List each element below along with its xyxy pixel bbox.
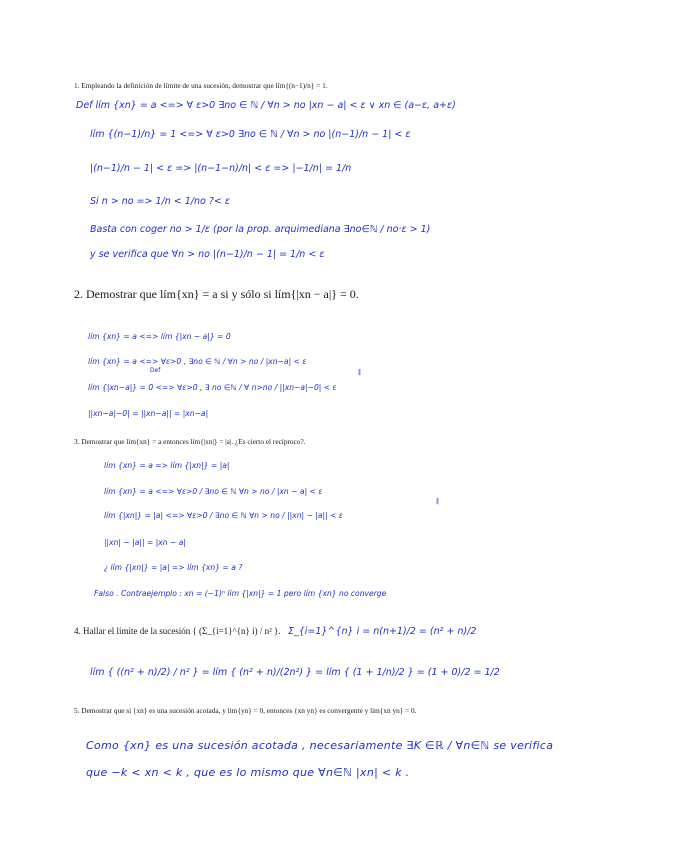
ex2-equal-mark: ‖ <box>358 369 361 376</box>
ex3-handwritten-line-1: lím {xn} = a => lím {|xn|} = |a| <box>104 461 230 470</box>
ex4-limit-computation: lím { ((n² + n)/2) / n² } = lím { (n² + n)/(2n²) } = lím { (1 + 1/n)/2 } = (1 + 0)/2 = 1/2 <box>90 667 500 678</box>
ex5-handwritten-line-1: Como {xn} es una sucesión acotada , necesariamente ∃K ∈ℝ / ∀n∈ℕ se verifica <box>86 739 554 752</box>
ex4-sum-formula: Σ_{i=1}^{n} i = n(n+1)/2 = (n² + n)/2 <box>288 626 477 637</box>
ex1-handwritten-line-4: Si n > no => 1/n < 1/no ?< ε <box>90 196 231 207</box>
ex1-handwritten-line-5: Basta con coger no > 1/ε (por la prop. arquimediana ∃no∈ℕ / no·ε > 1) <box>90 224 431 235</box>
ex1-handwritten-line-6: y se verifica que ∀n > no |(n−1)/n − 1| = 1/n < ε <box>90 249 325 260</box>
ex2-handwritten-line-1: lím {xn} = a <=> lím {|xn − a|} = 0 <box>88 332 231 341</box>
ex3-handwritten-line-4: ||xn| − |a|| = |xn − a| <box>104 538 186 547</box>
ex1-handwritten-line-2: lím {(n−1)/n} = 1 <=> ∀ ε>0 ∃no ∈ ℕ / ∀n > no |(n−1)/n − 1| < ε <box>90 129 411 140</box>
ex2-handwritten-line-4: ||xn−a|−0| = ||xn−a|| = |xn−a| <box>88 409 209 418</box>
exercise-1-statement: 1. Empleando la definición de límite de una sucesión, demostrar que lím{(n−1)/n} = 1. <box>74 81 328 90</box>
ex3-handwritten-line-3: lím {|xn|} = |a| <=> ∀ε>0 / ∃no ∈ ℕ ∀n > no / ||xn| − |a|| < ε <box>104 511 343 520</box>
exercise-3-statement: 3. Demostrar que lím{xn} = a entonces lím{|xn|} = |a|. ¿Es cierto el recíproco?. <box>74 437 306 446</box>
ex3-handwritten-line-6: Falso . Contraejemplo : xn = (−1)ⁿ lím {|xn|} = 1 pero lím {xn} no converge <box>94 589 387 598</box>
ex1-handwritten-line-3: |(n−1)/n − 1| < ε => |(n−1−n)/n| < ε => |−1/n| = 1/n <box>90 163 352 174</box>
ex2-handwritten-line-2: lím {xn} = a <=> ∀ε>0 , ∃no ∈ ℕ / ∀n > no / |xn−a| < ε <box>88 357 307 366</box>
ex2-handwritten-line-3: lím {|xn−a|} = 0 <=> ∀ε>0 , ∃ no ∈ℕ / ∀ n>no / ||xn−a|−0| < ε <box>88 383 337 392</box>
ex3-handwritten-line-5: ¿ lím {|xn|} = |a| => lím {xn} = a ? <box>104 563 243 572</box>
ex1-handwritten-line-1: Def lím {xn} = a <=> ∀ ε>0 ∃no ∈ ℕ / ∀n > no |xn − a| < ε ∨ xn ∈ (a−ε, a+ε) <box>76 100 456 111</box>
ex3-equal-mark: ‖ <box>436 498 439 505</box>
exercise-4-statement: 4. Hallar el límite de la sucesión { (Σ_{i=1}^{n} i) / n² }. <box>74 626 281 636</box>
exercise-5-statement: 5. Demostrar que si {xn} es una sucesión acotada, y lim{yn} = 0, entonces {xn yn} es convergente y lim{xn yn} = 0. <box>74 706 417 715</box>
exercise-2-statement: 2. Demostrar que lím{xn} = a si y sólo si lím{|xn − a|} = 0. <box>74 287 359 301</box>
ex5-handwritten-line-2: que −k < xn < k , que es lo mismo que ∀n∈ℕ |xn| < k . <box>86 766 410 779</box>
ex2-def-mark: Def <box>150 367 161 374</box>
ex3-handwritten-line-2: lím {xn} = a <=> ∀ε>0 / ∃no ∈ ℕ ∀n > no / |xn − a| < ε <box>104 487 323 496</box>
